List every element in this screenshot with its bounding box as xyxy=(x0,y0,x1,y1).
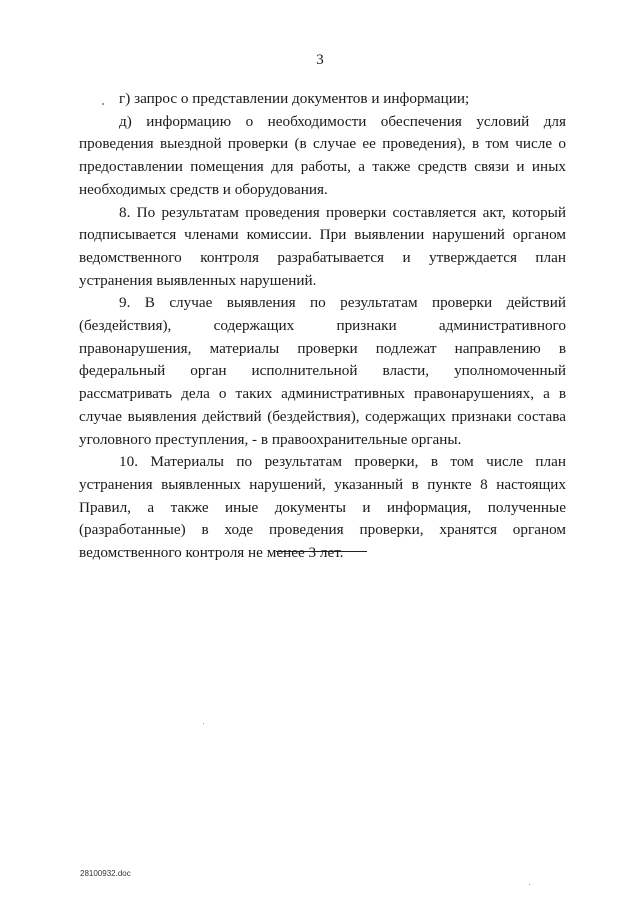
paragraph-item-d: д) информацию о необходимости обеспечения условий для проведения выездной проверки (в случае ее проведения), в том числе о предоставлении помещения для работы, а также средств связи и иных необходимых средств и оборудования. xyxy=(79,112,566,198)
paragraph-10: 10. Материалы по результатам проверки, в том числе план устранения выявленных нарушений, указанный в пункте 8 настоящих Правил, а также иные документы и информация, полученные (разработанные) в ходе проведения проверки, хранятся органом ведомственного контроля не менее 3 лет. xyxy=(79,453,566,562)
footer-filename: 28100932.doc xyxy=(80,869,131,878)
scan-speck xyxy=(203,723,204,724)
paragraph-item-g: г) запрос о представлении документов и информации; xyxy=(119,90,470,107)
page-number: 3 xyxy=(316,52,324,68)
scan-speck xyxy=(529,884,530,885)
paragraph-8: 8. По результатам проведения проверки составляется акт, который подписывается членами комиссии. При выявлении нарушений органом ведомственного контроля разрабатывается и утверждается план устранения выявленных нарушений. xyxy=(79,203,566,289)
document-body xyxy=(79,88,566,565)
scan-speck xyxy=(102,103,104,105)
end-separator-line xyxy=(276,551,367,552)
paragraph-9: 9. В случае выявления по результатам проверки действий (бездействия), содержащих признаки административного правонарушения, материалы проверки подлежат направлению в федеральный орган исполнительной власти, уполномоченный рассматривать дела о таких административных правонарушениях, а в случае выявления действий (бездействия), содержащих признаки состава уголовного преступления, - в правоохранительные органы. xyxy=(79,294,566,448)
